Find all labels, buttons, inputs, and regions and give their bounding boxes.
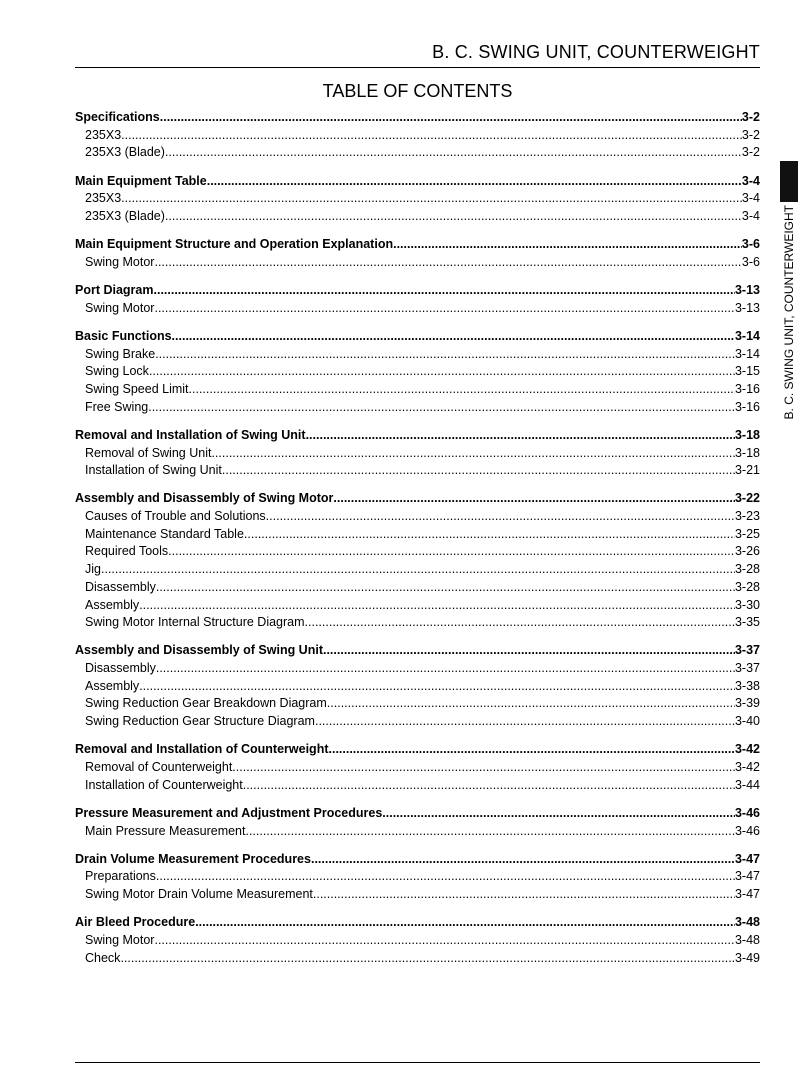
dot-leader	[154, 254, 741, 272]
toc-section-heading-title: Basic Functions	[75, 328, 172, 343]
dot-leader	[101, 561, 735, 579]
dot-leader	[211, 445, 735, 463]
toc-entry[interactable]	[75, 932, 760, 950]
toc-entry-page: 3-49	[734, 950, 760, 965]
toc-entry-title: Main Pressure Measurement	[85, 823, 246, 838]
dot-leader	[313, 886, 735, 904]
toc-entry-title: Assembly	[85, 678, 140, 693]
toc-section-heading[interactable]	[75, 851, 760, 869]
toc-entry-page: 3-25	[734, 526, 760, 541]
toc-entry-page: 3-37	[734, 661, 760, 676]
dot-leader	[155, 346, 735, 364]
dot-leader	[393, 236, 742, 254]
toc-section-heading-title: Air Bleed Procedure	[75, 915, 196, 930]
toc-entry-title: Swing Motor	[85, 254, 155, 269]
dot-leader	[189, 381, 735, 399]
toc-entry-page: 3-23	[734, 509, 760, 524]
toc-entry-title: 235X3	[85, 127, 122, 142]
toc-entry[interactable]	[75, 399, 760, 417]
toc-section-heading-title: Removal and Installation of Swing Unit	[75, 427, 306, 442]
dot-leader	[156, 660, 735, 678]
toc-section-heading-title: Port Diagram	[75, 283, 154, 297]
toc-entry-page: 3-42	[734, 760, 760, 774]
toc-entry-page: 3-16	[734, 399, 760, 414]
dot-leader	[207, 173, 742, 191]
toc-section-heading-title: Specifications	[75, 110, 160, 124]
dot-leader	[195, 914, 735, 932]
toc-section-heading-page: 3-6	[741, 237, 760, 252]
toc-entry-title: Jig	[85, 562, 101, 577]
toc-section-heading-title: Assembly and Disassembly of Swing Motor	[75, 491, 334, 506]
toc-entry[interactable]	[75, 346, 760, 364]
dot-leader	[306, 427, 735, 445]
toc-entry-title: Disassembly	[85, 661, 156, 676]
dot-leader	[172, 328, 735, 346]
dot-leader	[149, 363, 735, 381]
dot-leader	[148, 399, 735, 417]
toc-section-heading-page: 3-47	[734, 851, 760, 866]
dot-leader	[329, 741, 735, 759]
toc-entry[interactable]	[75, 127, 760, 145]
toc-entry-title: 235X3 (Blade)	[85, 208, 165, 223]
toc-entry[interactable]	[75, 777, 760, 795]
toc-entry-title: 235X3	[85, 191, 122, 206]
dot-leader	[168, 543, 735, 561]
toc-entry-page: 3-2	[741, 127, 760, 142]
toc-entry-title: Swing Brake	[85, 346, 156, 361]
toc-entry-title: Installation of Counterweight	[85, 777, 243, 792]
toc-entry-page: 3-46	[734, 823, 760, 838]
toc-entry-title: Required Tools	[85, 544, 169, 559]
side-chapter-label	[780, 205, 798, 445]
toc-entry-page: 3-47	[734, 887, 760, 902]
toc-section	[75, 109, 760, 162]
toc-entry[interactable]	[75, 462, 760, 480]
toc-entry-title: Maintenance Standard Table	[85, 526, 244, 541]
toc-title: TABLE OF CONTENTS	[322, 81, 513, 101]
toc-entry-page: 3-44	[734, 777, 760, 792]
toc-entry[interactable]	[75, 508, 760, 526]
dot-leader	[245, 823, 734, 841]
toc-section-heading-page: 3-22	[734, 491, 760, 506]
toc-entry-title: Swing Reduction Gear Structure Diagram	[85, 714, 315, 729]
toc-entry-title: Free Swing	[85, 399, 149, 414]
toc-entry-title: Check	[85, 950, 121, 965]
toc-entry[interactable]	[75, 823, 760, 841]
dot-leader	[165, 208, 742, 226]
dot-leader	[382, 805, 735, 823]
toc-section-heading-title: Removal and Installation of Counterweight	[75, 742, 329, 757]
toc-entry-title: Swing Speed Limit	[85, 381, 189, 396]
toc-entry[interactable]	[75, 579, 760, 597]
header-title: B. C. SWING UNIT, COUNTERWEIGHT	[432, 42, 760, 62]
toc-entry[interactable]	[75, 759, 760, 777]
dot-leader	[311, 851, 735, 869]
dot-leader	[222, 462, 735, 480]
toc-entry-title: Swing Reduction Gear Breakdown Diagram	[85, 696, 327, 711]
toc-section-heading[interactable]	[75, 490, 760, 508]
toc-entry-title: Swing Motor	[85, 300, 155, 315]
toc-section-heading-title: Pressure Measurement and Adjustment Procedures	[75, 805, 383, 820]
toc-section-heading-page: 3-14	[734, 328, 760, 343]
toc-entry-page: 3-15	[734, 364, 760, 379]
toc-entry[interactable]	[75, 868, 760, 886]
dot-leader	[121, 190, 742, 208]
toc-entry-page: 3-40	[734, 714, 760, 729]
toc-section	[75, 427, 760, 480]
dot-leader	[232, 759, 735, 777]
dot-leader	[165, 144, 742, 162]
toc-entry-page: 3-21	[734, 463, 760, 478]
toc-section	[75, 914, 760, 967]
toc-section	[75, 805, 760, 840]
dot-leader	[243, 777, 735, 795]
toc-entry[interactable]	[75, 445, 760, 463]
toc-entry-page: 3-16	[734, 381, 760, 396]
toc-entry-title: Swing Lock	[85, 364, 149, 379]
toc-section-heading-page: 3-4	[741, 173, 760, 188]
toc-section-heading-page: 3-46	[734, 805, 760, 820]
toc-section-heading[interactable]	[75, 236, 760, 254]
toc-section-heading-title: Main Equipment Table	[75, 173, 207, 188]
toc-entry-page: 3-48	[734, 933, 760, 947]
toc-section-heading[interactable]	[75, 282, 760, 300]
toc-section-heading[interactable]	[75, 328, 760, 346]
toc-entry-title: Disassembly	[85, 579, 156, 594]
toc-entry-title: Removal of Swing Unit	[85, 445, 212, 460]
toc-entry[interactable]	[75, 381, 760, 399]
toc-entry[interactable]	[75, 363, 760, 381]
footer-rule	[75, 1062, 760, 1063]
toc-section-heading-page: 3-48	[734, 915, 760, 930]
toc-entry-page: 3-2	[741, 145, 760, 160]
toc-entry-title: Swing Motor	[85, 933, 155, 947]
dot-leader	[139, 678, 735, 696]
toc-section-heading-page: 3-18	[734, 427, 760, 442]
dot-leader	[333, 490, 735, 508]
toc-entry-page: 3-18	[734, 445, 760, 460]
toc-section-heading[interactable]	[75, 914, 760, 932]
toc-entry[interactable]	[75, 526, 760, 544]
toc-entry[interactable]	[75, 678, 760, 696]
toc-section-heading[interactable]	[75, 805, 760, 823]
toc-entry[interactable]	[75, 208, 760, 226]
toc-entry-page: 3-35	[734, 615, 760, 630]
dot-leader	[154, 282, 735, 300]
toc-entry-page: 3-13	[734, 300, 760, 315]
toc-entry-title: Preparations	[85, 869, 156, 884]
toc-entry[interactable]	[75, 190, 760, 208]
toc-section	[75, 236, 760, 271]
toc-section-heading[interactable]	[75, 427, 760, 445]
header-rule	[75, 67, 760, 68]
toc-entry[interactable]	[75, 300, 760, 318]
toc-section	[75, 851, 760, 904]
toc-entry[interactable]	[75, 695, 760, 713]
toc-list	[75, 109, 760, 978]
toc-entry-page: 3-4	[741, 208, 760, 223]
toc-section-heading-page: 3-37	[734, 643, 760, 658]
toc-section	[75, 173, 760, 226]
dot-leader	[121, 127, 742, 145]
toc-section-heading-title: Assembly and Disassembly of Swing Unit	[75, 643, 323, 658]
toc-section-heading-page: 3-42	[734, 742, 760, 757]
toc-entry[interactable]	[75, 254, 760, 272]
toc-section	[75, 642, 760, 730]
toc-entry-page: 3-30	[734, 597, 760, 612]
dot-leader	[156, 868, 735, 886]
toc-entry-page: 3-6	[741, 254, 760, 269]
toc-entry-title: Swing Motor Internal Structure Diagram	[85, 615, 305, 630]
toc-section-heading[interactable]	[75, 173, 760, 191]
toc-entry-page: 3-28	[734, 579, 760, 594]
toc-section-heading[interactable]	[75, 109, 760, 127]
toc-entry[interactable]	[75, 713, 760, 731]
toc-entry-title: Removal of Counterweight	[85, 760, 233, 774]
toc-entry[interactable]	[75, 561, 760, 579]
dot-leader	[160, 109, 742, 127]
toc-entry[interactable]	[75, 886, 760, 904]
dot-leader	[305, 614, 735, 632]
toc-section-heading-title: Drain Volume Measurement Procedures	[75, 851, 311, 866]
toc-section-heading[interactable]	[75, 741, 760, 759]
toc-entry-page: 3-39	[734, 696, 760, 711]
toc-entry[interactable]	[75, 543, 760, 561]
toc-section-heading-page: 3-2	[741, 110, 760, 124]
toc-entry[interactable]	[75, 660, 760, 678]
toc-entry-title: Swing Motor Drain Volume Measurement	[85, 887, 313, 902]
chapter-tab-marker	[780, 161, 798, 202]
toc-section	[75, 328, 760, 416]
toc-section-heading-page: 3-13	[734, 283, 760, 297]
dot-leader	[154, 300, 734, 318]
toc-section-heading-title: Main Equipment Structure and Operation Explanation	[75, 237, 394, 252]
toc-entry-title: 235X3 (Blade)	[85, 145, 165, 160]
toc-entry-page: 3-26	[734, 544, 760, 559]
dot-leader	[244, 526, 735, 544]
toc-entry[interactable]	[75, 950, 760, 968]
dot-leader	[323, 642, 735, 660]
toc-entry-page: 3-14	[734, 346, 760, 361]
toc-section	[75, 741, 760, 794]
toc-section	[75, 282, 760, 317]
dot-leader	[315, 713, 735, 731]
toc-entry-title: Causes of Trouble and Solutions	[85, 509, 266, 524]
dot-leader	[139, 597, 735, 615]
toc-entry-title: Installation of Swing Unit	[85, 463, 222, 478]
toc-entry[interactable]	[75, 614, 760, 632]
toc-entry-page: 3-38	[734, 678, 760, 693]
side-chapter-label-text: B. C. SWING UNIT, COUNTERWEIGHT	[782, 205, 796, 420]
toc-section	[75, 490, 760, 632]
dot-leader	[120, 950, 735, 968]
dot-leader	[156, 579, 735, 597]
dot-leader	[266, 508, 735, 526]
toc-entry-title: Assembly	[85, 597, 140, 612]
toc-entry[interactable]	[75, 144, 760, 162]
toc-entry[interactable]	[75, 597, 760, 615]
toc-entry-page: 3-4	[741, 191, 760, 206]
toc-entry-page: 3-28	[734, 562, 760, 577]
toc-section-heading[interactable]	[75, 642, 760, 660]
dot-leader	[327, 695, 735, 713]
toc-entry-page: 3-47	[734, 869, 760, 884]
dot-leader	[154, 932, 734, 950]
